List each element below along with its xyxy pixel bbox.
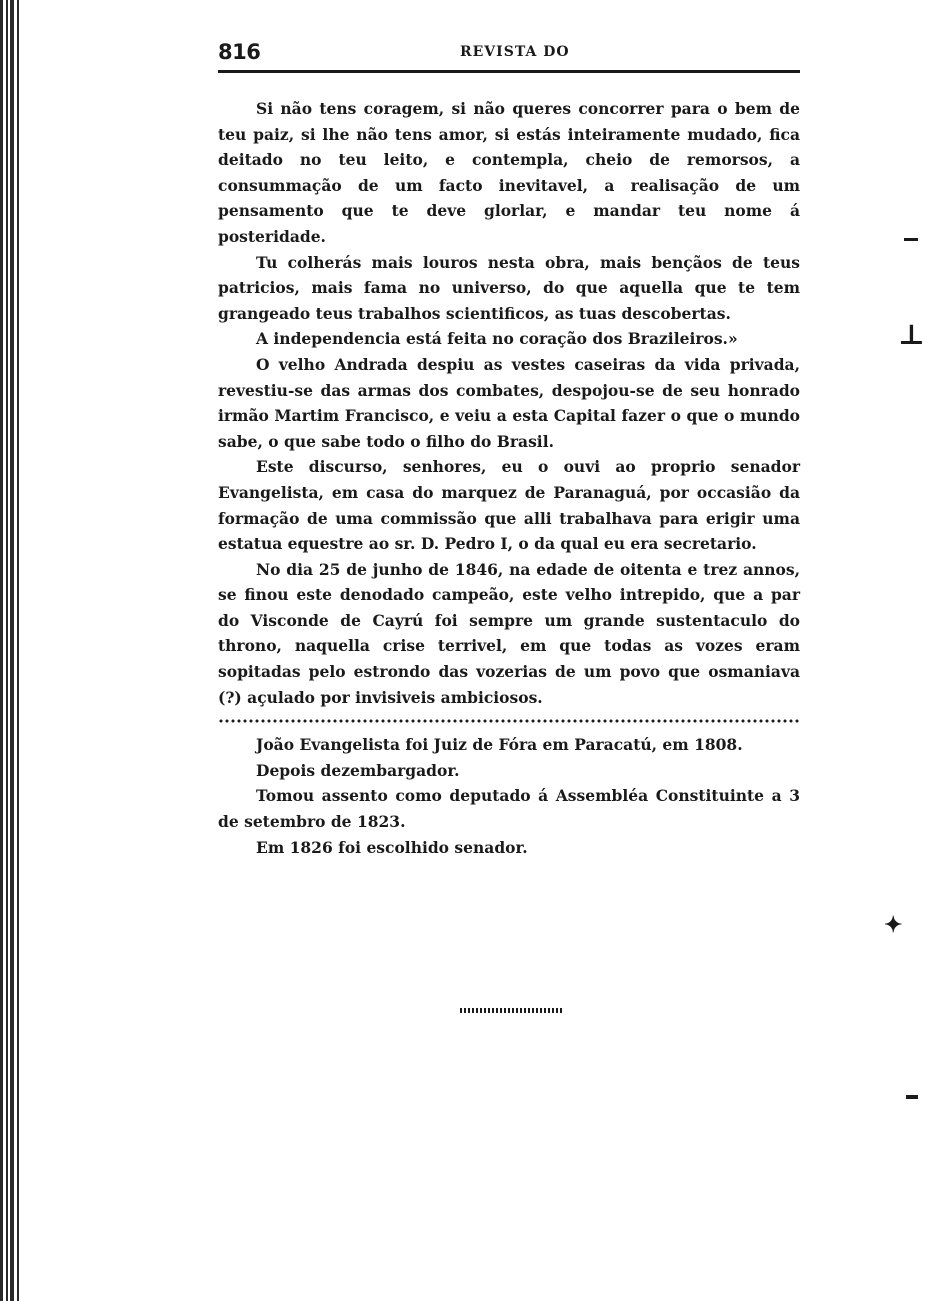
note-3: Tomou assento como deputado á Assembléa Constituinte a 3 de setembro de 1823. xyxy=(218,786,800,832)
page-number: 816 xyxy=(218,40,261,64)
notes-section xyxy=(218,732,800,860)
page-header xyxy=(218,40,798,70)
note-2: Depois dezembargador. xyxy=(256,760,460,780)
margin-mark-bottom xyxy=(906,1095,918,1099)
page-binding-edge xyxy=(0,0,22,1301)
note-4: Em 1826 foi escolhido senador. xyxy=(256,837,528,857)
paragraph-3: A independencia está feita no coração dos Brazileiros.» xyxy=(256,329,738,349)
paragraph-2: Tu colherás mais louros nesta obra, mais bençãos de teus patricios, mais fama no universo, do que aquella que te tem grangeado teus trabalhos scientificos, as tuas descobertas. xyxy=(218,252,800,323)
margin-mark-top xyxy=(904,238,918,241)
end-ornament xyxy=(460,1008,562,1013)
dotted-separator xyxy=(218,714,800,728)
margin-glyph: ⊥ xyxy=(898,318,925,351)
running-head: REVISTA DO xyxy=(460,44,570,60)
body-text xyxy=(218,96,800,860)
paragraph-6: No dia 25 de junho de 1846, na edade de oitenta e trez annos, se finou este denodado campeão, este velho intrepido, que a par do Visconde de Cayrú foi sempre um grande sustentaculo do throno, naquella crise terrivel, em que todas as vozes eram sopitadas pelo estrondo das vozerias de um povo que osmaniava (?) açulado por invisiveis ambiciosos. xyxy=(218,559,800,707)
header-rule xyxy=(218,70,800,73)
paragraph-5: Este discurso, senhores, eu o ouvi ao proprio senador Evangelista, em casa do marquez de Paranaguá, por occasião da formação de uma commissão que alli trabalhava para erigir uma estatua equestre ao sr. D. Pedro I, o da qual eu era secretario. xyxy=(218,457,800,554)
paragraph-1: Si não tens coragem, si não queres concorrer para o bem de teu paiz, si lhe não tens amor, si estás inteiramente mudado, fica deitado no teu leito, e contempla, cheio de remorsos, a consummação de um facto inevitavel, a realisação de um pensamento que te deve glorlar, e mandar teu nome á posteridade. xyxy=(218,99,800,246)
note-1: João Evangelista foi Juiz de Fóra em Paracatú, em 1808. xyxy=(256,735,743,755)
margin-arrow-icon: ✦ xyxy=(884,912,903,938)
paragraph-4: O velho Andrada despiu as vestes caseiras da vida privada, revestiu-se das armas dos combates, despojou-se de seu honrado irmão Martim Francisco, e veiu a esta Capital fazer o que o mundo sabe, o que sabe todo o filho do Brasil. xyxy=(218,354,800,451)
